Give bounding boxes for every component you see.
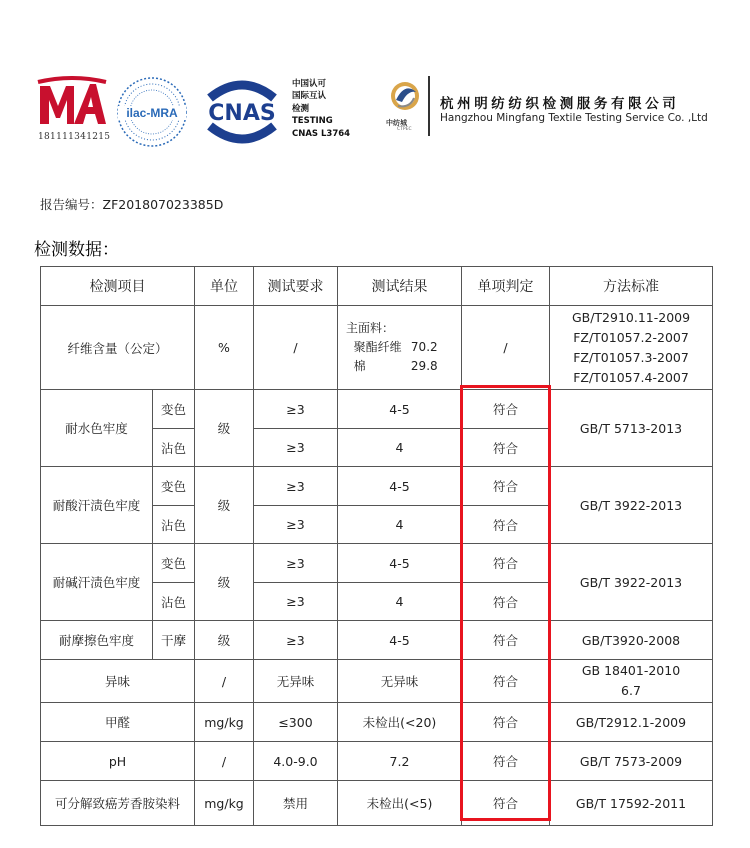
cell-method: GB/T2912.1-2009	[550, 703, 713, 742]
fiber-result-row: 棉 29.8	[353, 359, 438, 373]
fiber-result-row: 聚酯纤维 70.2	[353, 340, 438, 354]
cell-judgement: 符合	[462, 703, 550, 742]
cell-method: GB/T 5713-2013	[550, 390, 713, 467]
judgement-highlight-box	[460, 385, 551, 821]
cell-item: 纤维含量（公定）	[41, 306, 195, 390]
cell-sub: 沾色	[153, 506, 195, 544]
cell-judgement: 符合	[462, 544, 550, 583]
cell-method: GB/T 17592-2011	[550, 781, 713, 826]
table-row-odor	[41, 660, 713, 703]
cell-judgement: 符合	[462, 467, 550, 506]
cell-method: GB 18401-2010 6.7	[550, 660, 713, 703]
report-number: 报告编号：ZF201807023385D	[40, 197, 224, 212]
cell-result: 7.2	[338, 742, 462, 781]
cell-judgement: /	[462, 306, 550, 390]
cell-item: 异味	[41, 660, 195, 703]
cell-item: 耐碱汗渍色牢度	[41, 544, 153, 621]
cell-method: GB/T 3922-2013	[550, 467, 713, 544]
cell-requirement: 4.0-9.0	[254, 742, 338, 781]
cell-requirement: ≥3	[254, 467, 338, 506]
cell-result: 无异味	[338, 660, 462, 703]
ilac-mra-logo	[116, 74, 188, 150]
cell-judgement: 符合	[462, 390, 550, 429]
cell-result: 4-5	[338, 390, 462, 429]
cell-requirement: ≥3	[254, 544, 338, 583]
cell-result: 4-5	[338, 621, 462, 660]
cell-item: 可分解致癌芳香胺染料	[41, 781, 195, 826]
svg-text:CNAS: CNAS	[208, 101, 276, 126]
cell-item: pH	[41, 742, 195, 781]
cell-requirement: ≥3	[254, 583, 338, 621]
cell-judgement: 符合	[462, 583, 550, 621]
cell-sub: 变色	[153, 467, 195, 506]
table-header-row	[41, 267, 713, 306]
company-name-cn: 杭州明纺纺织检测服务有限公司	[440, 96, 680, 112]
cell-item: 耐水色牢度	[41, 390, 153, 467]
table-row-acid-change	[41, 467, 713, 506]
cell-method: GB/T 7573-2009	[550, 742, 713, 781]
cell-method: GB/T3920-2008	[550, 621, 713, 660]
cell-sub: 沾色	[153, 583, 195, 621]
cell-unit: mg/kg	[195, 781, 254, 826]
cell-unit: 级	[195, 467, 254, 544]
cell-method: GB/T 3922-2013	[550, 544, 713, 621]
cma-logo	[36, 76, 108, 128]
cell-sub: 干摩	[153, 621, 195, 660]
cell-result: 4-5	[338, 467, 462, 506]
cell-judgement: 符合	[462, 660, 550, 703]
cell-judgement: 符合	[462, 742, 550, 781]
cell-result: 4	[338, 506, 462, 544]
table-row-water-change	[41, 390, 713, 429]
cell-judgement: 符合	[462, 621, 550, 660]
table-row-formaldehyde	[41, 703, 713, 742]
ctpec-logo	[388, 78, 422, 116]
cell-unit: 级	[195, 390, 254, 467]
cell-judgement: 符合	[462, 781, 550, 826]
fiber-result-label: 主面料：	[346, 321, 395, 335]
cnas-accreditation-text: 中国认可 国际互认 检测 TESTING CNAS L3764	[292, 79, 351, 139]
cell-requirement: ≥3	[254, 506, 338, 544]
table-row-ph	[41, 742, 713, 781]
cell-result: 4	[338, 583, 462, 621]
cell-unit: 级	[195, 544, 254, 621]
svg-text:ilac-MRA: ilac-MRA	[126, 106, 178, 120]
cell-sub: 沾色	[153, 429, 195, 467]
ctpec-cn-label: 中纺城	[386, 119, 407, 127]
cell-item: 耐摩擦色牢度	[41, 621, 153, 660]
cell-requirement: ≥3	[254, 621, 338, 660]
cell-item: 耐酸汗渍色牢度	[41, 467, 153, 544]
header-requirement: 测试要求	[254, 267, 338, 306]
header-logos	[0, 70, 750, 160]
cell-requirement: ≤300	[254, 703, 338, 742]
cell-result: 4-5	[338, 544, 462, 583]
section-title: 检测数据：	[34, 240, 119, 260]
header-divider	[428, 76, 430, 136]
cell-result-fiber	[338, 306, 462, 390]
table-row-rubbing	[41, 621, 713, 660]
company-name-en: Hangzhou Mingfang Textile Testing Service Co. ,Ltd	[440, 112, 708, 124]
cell-judgement: 符合	[462, 506, 550, 544]
ctpec-en-label: CTPEC	[397, 127, 412, 132]
cell-unit: /	[195, 660, 254, 703]
header-method: 方法标准	[550, 267, 713, 306]
cell-requirement: 无异味	[254, 660, 338, 703]
cell-unit: 级	[195, 621, 254, 660]
cell-item: 甲醛	[41, 703, 195, 742]
header-judgement: 单项判定	[462, 267, 550, 306]
cell-sub: 变色	[153, 544, 195, 583]
test-data-table	[40, 266, 713, 826]
table-row-alkali-change	[41, 544, 713, 583]
table-row-fiber	[41, 306, 713, 390]
cell-requirement: /	[254, 306, 338, 390]
cell-method: GB/T2910.11-2009 FZ/T01057.2-2007 FZ/T01057.3-2007 FZ/T01057.4-2007	[550, 306, 713, 390]
header-unit: 单位	[195, 267, 254, 306]
cell-requirement: ≥3	[254, 390, 338, 429]
cell-unit: %	[195, 306, 254, 390]
cell-requirement: 禁用	[254, 781, 338, 826]
cell-result: 未检出(<20)	[338, 703, 462, 742]
cell-judgement: 符合	[462, 429, 550, 467]
cell-sub: 变色	[153, 390, 195, 429]
header-item: 检测项目	[41, 267, 195, 306]
cnas-logo	[200, 76, 284, 148]
cell-result: 未检出(<5)	[338, 781, 462, 826]
cell-unit: /	[195, 742, 254, 781]
header-result: 测试结果	[338, 267, 462, 306]
cell-requirement: ≥3	[254, 429, 338, 467]
table-row-azo	[41, 781, 713, 826]
cell-unit: mg/kg	[195, 703, 254, 742]
cma-code: 181111341215	[38, 132, 111, 142]
cell-result: 4	[338, 429, 462, 467]
